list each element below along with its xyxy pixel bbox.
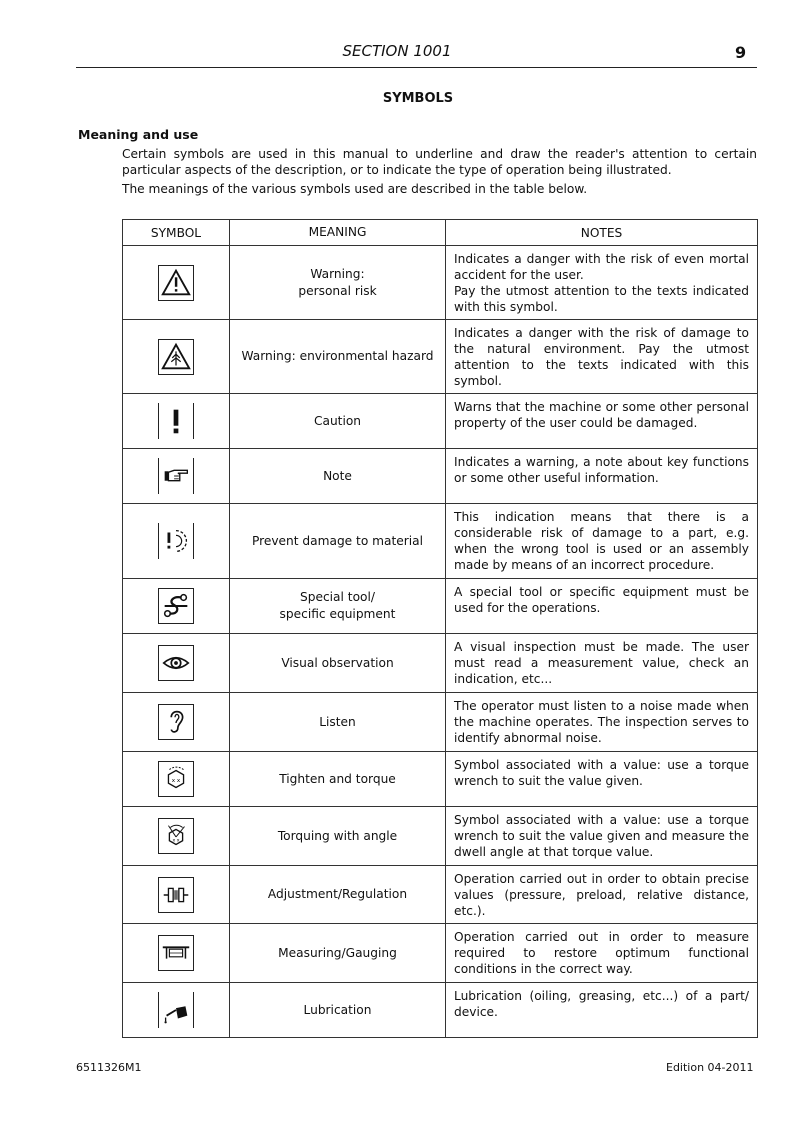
table-row — [123, 320, 758, 394]
gear-damage-icon — [158, 523, 194, 559]
notes-cell: Indicates a warning, a note about key functions or some other useful information. — [446, 449, 758, 504]
adjustment-icon — [158, 877, 194, 913]
meaning-cell: Tighten and torque — [230, 752, 446, 807]
edition-label: Edition 04-2011 — [666, 1061, 754, 1074]
table-row — [123, 693, 758, 752]
page-title: SYMBOLS — [382, 91, 454, 106]
meaning-cell: Listen — [230, 693, 446, 752]
environment-triangle-icon — [158, 339, 194, 375]
header-rule — [76, 67, 757, 68]
ear-icon — [158, 704, 194, 740]
notes-cell: Lubrication (oiling, greasing, etc...) of a part/ device. — [446, 983, 758, 1038]
column-header: SYMBOL — [123, 220, 230, 246]
notes-cell: A visual inspection must be made. The user must read a measurement value, check an indication, etc... — [446, 634, 758, 693]
notes-cell: Warns that the machine or some other personal property of the user could be damaged. — [446, 394, 758, 449]
meaning-cell: Lubrication — [230, 983, 446, 1038]
page-number: 9 — [735, 43, 747, 62]
torque-angle-icon — [158, 818, 194, 854]
meaning-cell: Note — [230, 449, 446, 504]
meaning-cell: Visual observation — [230, 634, 446, 693]
oil-can-icon — [158, 992, 194, 1028]
notes-cell: Operation carried out in order to obtain precise values (pressure, preload, relative distance, etc.). — [446, 866, 758, 924]
notes-cell: Symbol associated with a value: use a torque wrench to suit the value given. — [446, 752, 758, 807]
table-row — [123, 983, 758, 1038]
subheading: Meaning and use — [78, 127, 199, 142]
special-tool-icon — [158, 588, 194, 624]
svg-text:x x: x x — [171, 777, 181, 784]
notes-cell: Indicates a danger with the risk of even mortal accident for the user. Pay the utmost attention to the texts indicated with this symbol. — [446, 246, 758, 320]
column-header: NOTES — [446, 220, 758, 246]
intro-paragraph: The meanings of the various symbols used are described in the table below. — [122, 182, 588, 196]
warning-triangle-icon — [158, 265, 194, 301]
eye-icon — [158, 645, 194, 681]
table-row — [123, 449, 758, 504]
symbols-table — [122, 219, 758, 1038]
section-header: SECTION 1001 — [342, 42, 452, 60]
meaning-cell: Adjustment/Regulation — [230, 866, 446, 924]
exclamation-icon — [158, 403, 194, 439]
meaning-cell: Measuring/Gauging — [230, 924, 446, 983]
table-header-row — [123, 220, 758, 246]
table-row — [123, 246, 758, 320]
meaning-cell: Torquing with angle — [230, 807, 446, 866]
table-row — [123, 579, 758, 634]
torque-nut-icon — [158, 761, 194, 797]
column-header: MEANING — [230, 220, 446, 246]
intro-paragraph: Certain symbols are used in this manual to underline and draw the reader's attention to certain particular aspects of the description, or to indicate the type of operation being illustrated. — [122, 147, 757, 177]
table-row — [123, 866, 758, 924]
notes-cell: Symbol associated with a value: use a torque wrench to suit the value given and measure the dwell angle at that torque value. — [446, 807, 758, 866]
meaning-cell: Caution — [230, 394, 446, 449]
svg-text:x x: x x — [172, 838, 180, 844]
table-row — [123, 924, 758, 983]
table-row — [123, 394, 758, 449]
notes-cell: A special tool or specific equipment must be used for the operations. — [446, 579, 758, 634]
notes-cell: This indication means that there is a considerable risk of damage to a part, e.g. when the wrong tool is used or an assembly made by means of an incorrect procedure. — [446, 504, 758, 579]
table-row — [123, 752, 758, 807]
table-row — [123, 504, 758, 579]
table-row — [123, 634, 758, 693]
notes-cell: Indicates a danger with the risk of damage to the natural environment. Pay the utmost attention to the texts indicated with this symbol. — [446, 320, 758, 394]
meaning-cell: Prevent damage to material — [230, 504, 446, 579]
meaning-cell: Warning: personal risk — [230, 246, 446, 320]
document-code: 6511326M1 — [76, 1061, 142, 1074]
meaning-cell: Warning: environmental hazard — [230, 320, 446, 394]
meaning-cell: Special tool/ specific equipment — [230, 579, 446, 634]
table-row — [123, 807, 758, 866]
caliper-icon — [158, 935, 194, 971]
notes-cell: The operator must listen to a noise made when the machine operates. The inspection serves to identify abnormal noise. — [446, 693, 758, 752]
notes-cell: Operation carried out in order to measure required to restore optimum functional conditions in the correct way. — [446, 924, 758, 983]
pointing-hand-icon — [158, 458, 194, 494]
